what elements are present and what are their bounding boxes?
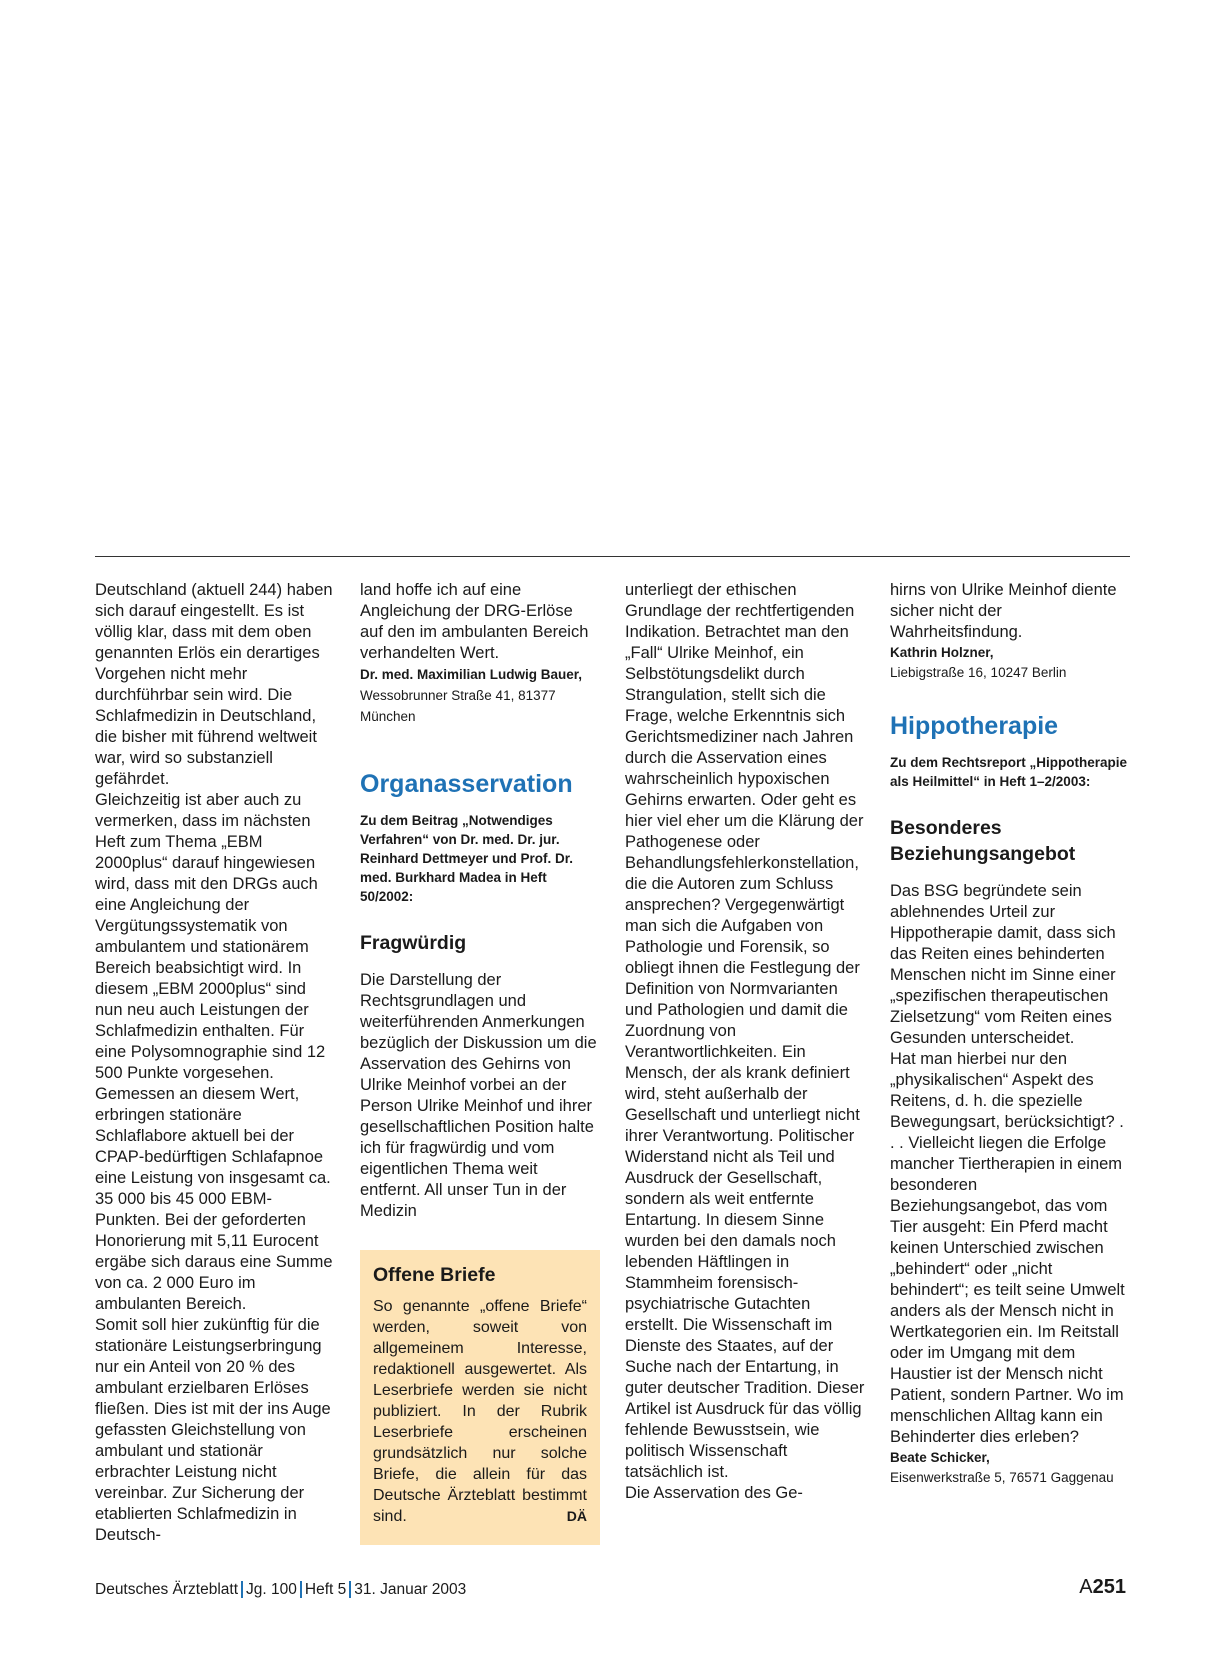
signature [890,1448,1130,1488]
box-body [373,1296,587,1527]
top-rule [95,556,1130,557]
paragraph: Gleichzeitig ist aber auch zu vermerken, dass im nächsten Heft zum Thema „EBM 2000plus“ darauf hingewiesen wird, dass mit den DRGs auch eine Angleichung der Vergütungssystematik von ambulantem und stationärem Bereich beabsichtigt wird. In diesem „EBM 2000plus“ sind nun neu auch Leistungen der Schlafmedizin enthalten. Für eine Polysomnographie sind 12 500 Punkte vorgesehen. Gemessen an diesem Wert, erbringen stationäre Schlaflabore aktuell bei der CPAP-bedürftigen Schlafapnoe eine Leistung von insgesamt ca. 35 000 bis 45 000 EBM-Punkten. Bei der geforderten Honorierung mit 5,11 Eurocent ergäbe sich daraus eine Summe von ca. 2 000 Euro im ambulanten Bereich. [95,791,333,1313]
separator [349,1581,351,1598]
subheading-fragwuerdig: Fragwürdig [360,932,467,954]
signature-name: Dr. med. Maximilian Ludwig Bauer, [360,667,583,682]
paragraph: Deutschland (aktuell 244) haben sich darauf eingestellt. Es ist völlig klar, dass mit dem oben genannten Erlös ein derartiges Vorgehen nicht mehr durchführbar sein wird. Die Schlafmedizin in Deutschland, die bisher mit führend weltweit war, wird so substanziell gefährdet. [95,581,333,788]
paragraph: unterliegt der ethischen Grundlage der rechtfertigenden Indikation. Betrachtet man den „Fall“ Ulrike Meinhof, ein Selbstötungsdelikt durch Strangulation, stellt sich die Frage, welche Erkenntnis sich Gerichtsmediziner nach Jahren durch die Asservation eines wahrscheinlich hypoxischen Gehirns erwarten. Oder geht es hier viel eher um die Klärung der Pathogenese oder Behandlungsfehlerkonstellation, die die Autoren zum Schluss ansprechen? Vergegenwärtigt man sich die Aufgaben von Pathologie und Forensik, so obliegt ihnen die Festlegung der Definition von Normvarianten und Pathologien und damit die Zuordnung von Verantwortlichkeiten. Ein Mensch, der als krank definiert wird, steht außerhalb der Gesellschaft und unterliegt nicht ihrer Verantwortung. Politischer Widerstand nicht als Teil und Ausdruck der Gesellschaft, sondern als weit entfernte Entartung. In diesem Sinne wurden bei den damals noch lebenden Häftlingen in Stammheim forensisch-psychiatrische Gutachten erstellt. Die Wissenschaft im Dienste des Staates, auf der Suche nach der Entartung, in guter deutscher Tradition. Dieser Artikel ist Ausdruck für das völlig fehlende Bewusstsein, wie politisch Wissenschaft tatsächlich ist. [625,581,865,1481]
page-footer [95,1580,466,1600]
column-2 [360,580,600,1222]
signature-name: Beate Schicker, [890,1450,990,1465]
box-title: Offene Briefe [373,1264,496,1286]
volume: Jg. 100 [246,1581,297,1598]
column-4 [890,580,1130,1488]
paragraph: Das BSG begründete sein ablehnendes Urteil zur Hippotherapie damit, dass sich das Reiten eines behinderten Menschen nicht im Sinne einer „spezifischen therapeutischen Zielsetzung“ vom Reiten eines Gesunden unterscheidet. [890,882,1116,1047]
page-number [1079,1575,1126,1599]
signature-name: Kathrin Holzner, [890,645,994,660]
page-number-value: 251 [1092,1576,1126,1598]
section-heading-organasservation: Organasservation [360,770,573,798]
lead-text: Zu dem Rechtsreport „Hippotherapie als Heilmittel“ in Heft 1–2/2003: [890,755,1128,789]
signature-address: Liebigstraße 16, 10247 Berlin [890,665,1067,680]
separator [241,1581,243,1598]
paragraph: Die Darstellung der Rechtsgrundlagen und weiterführenden Anmerkungen bezüglich der Diskussion um die Asservation des Gehirns von Ulrike Meinhof vorbei an der Person Ulrike Meinhof und ihrer gesellschaftlichen Position halte ich für fragwürdig und vom eigentlichen Thema weit entfernt. All unser Tun in der Medizin [360,971,597,1220]
section-heading-hippotherapie: Hippotherapie [890,712,1059,740]
paragraph: Hat man hierbei nur den „physikalischen“ Aspekt des Reitens, d. h. die spezielle Bewegungsart, berücksichtigt? . . . Vielleicht liegen die Erfolge mancher Tiertherapien in einem besonderen Beziehungsangebot, das vom Tier ausgeht: Ein Pferd macht keinen Unterschied zwischen „behindert“ oder „nicht behindert“; es teilt seine Umwelt anders als der Mensch nicht in Wertkategorien ein. Im Reitstall oder im Umgang mit dem Haustier ist der Mensch nicht Patient, sondern Partner. Wo im menschlichen Alltag kann ein Behinderter dies erleben? [890,1050,1125,1446]
column-1 [95,580,335,1546]
column-3 [625,580,865,1504]
paragraph: hirns von Ulrike Meinhof diente sicher nicht der Wahrheitsfindung. [890,581,1117,641]
separator [300,1581,302,1598]
info-box-offene-briefe [360,1250,600,1545]
paragraph: Die Asservation des Ge- [625,1484,803,1502]
signature [360,664,600,727]
signature-address: Eisenwerkstraße 5, 76571 Gaggenau [890,1470,1114,1485]
date: 31. Januar 2003 [354,1581,467,1598]
signature-address: Wessobrunner Straße 41, 81377 München [360,688,556,724]
box-sign: DÄ [566,1508,587,1524]
lead-text: Zu dem Beitrag „Notwendiges Verfahren“ von Dr. med. Dr. jur. Reinhard Dettmeyer und Prof. Dr. med. Burkhard Madea in Heft 50/2002: [360,813,574,904]
journal-name: Deutsches Ärzteblatt [95,1581,239,1598]
paragraph: Somit soll hier zukünftig für die stationäre Leistungserbringung nur ein Anteil von 20 % des ambulant erzielbaren Erlöses fließen. Dies ist mit der ins Auge gefassten Gleichstellung von ambulant und stationär erbrachter Leistung nicht vereinbar. Zur Sicherung der etablierten Schlafmedizin in Deutsch- [95,1316,331,1544]
box-body-text: So genannte „offene Briefe“ werden, soweit von allgemeinem Interesse, redaktionell ausgewertet. Als Leserbriefe werden sie nicht publiziert. In der Rubrik Leserbriefe erscheinen grundsätzlich nur solche Briefe, die allein für das Deutsche Ärzteblatt bestimmt sind. [373,1298,587,1525]
signature [890,643,1130,683]
paragraph: land hoffe ich auf eine Angleichung der DRG-Erlöse auf den im ambulanten Bereich verhandelten Wert. [360,581,589,662]
page-prefix: A [1079,1576,1093,1598]
subheading-beziehungsangebot: Besonderes Beziehungsangebot [890,817,1076,865]
issue: Heft 5 [304,1581,347,1598]
